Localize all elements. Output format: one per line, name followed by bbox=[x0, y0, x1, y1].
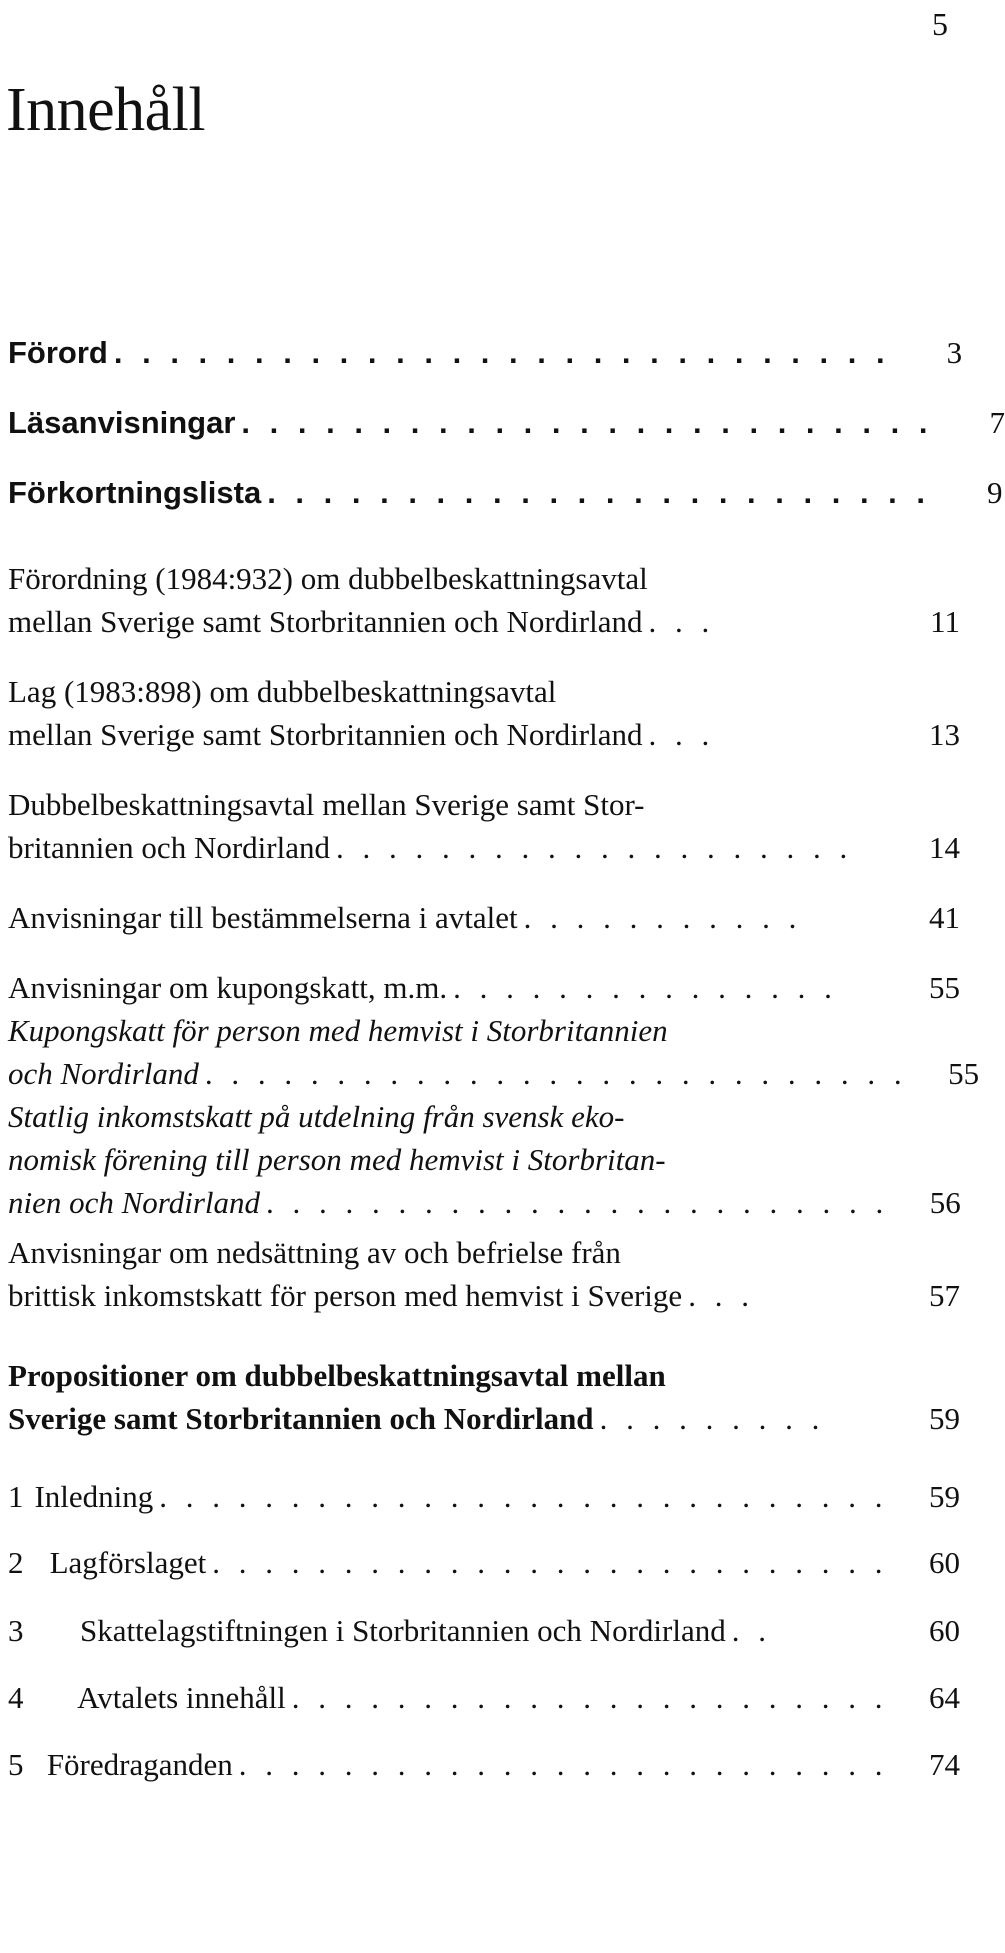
toc-entry-text: brittisk inkomstskatt för person med hemvist i Sverige bbox=[8, 1278, 683, 1313]
toc-entry-line: Statlig inkomstskatt på utdelning från svensk eko- bbox=[8, 1099, 625, 1134]
toc-entry-line: Dubbelbeskattningsavtal mellan Sverige samt Stor- bbox=[8, 787, 645, 822]
toc-leader-dots: . . . . . . . . . . . . . . . . . . . . . . . . . bbox=[241, 405, 933, 440]
toc-entry-text: Föredraganden bbox=[46, 1747, 233, 1782]
toc-page-number: 7 bbox=[989, 405, 1005, 440]
toc-leader-dots: . . . . . . . . . . . . . . . . . . . . . . . . . . . bbox=[204, 1056, 908, 1091]
toc-entry-line: nomisk förening till person med hemvist i Storbritan- bbox=[8, 1142, 666, 1177]
toc-page-number: 13 bbox=[929, 717, 960, 752]
toc-entry-text: mellan Sverige samt Storbritannien och Nordirland bbox=[8, 717, 643, 752]
toc-chapter-number: 4 bbox=[8, 1680, 24, 1715]
toc-entry-line: Anvisningar om nedsättning av och befrielse från bbox=[8, 1235, 621, 1270]
toc-page-number: 57 bbox=[929, 1278, 960, 1313]
toc-chapter-number: 1 bbox=[8, 1479, 24, 1514]
toc-entry-nedsattning[interactable] bbox=[8, 1231, 960, 1317]
toc-chapter-inledning[interactable] bbox=[8, 1475, 960, 1518]
toc-leader-dots: . . . bbox=[648, 604, 715, 639]
toc-page-number: 55 bbox=[929, 970, 960, 1005]
toc-entry-forord[interactable] bbox=[8, 331, 963, 374]
toc-entry-line: Förordning (1984:932) om dubbelbeskattningsavtal bbox=[8, 561, 648, 596]
toc-page-number: 59 bbox=[929, 1401, 960, 1436]
toc-subentry-statlig-inkomstskatt[interactable] bbox=[8, 1095, 960, 1224]
toc-leader-dots: . . . bbox=[688, 1278, 755, 1313]
toc-entry-anvisningar-bestammelserna[interactable] bbox=[8, 896, 960, 939]
toc-subentry-kupongskatt-person[interactable] bbox=[8, 1009, 980, 1095]
toc-entry-text: Inledning bbox=[34, 1479, 154, 1514]
toc-leader-dots: . . . . . . . . . . . . . . . . . . . . . . . bbox=[291, 1680, 888, 1715]
toc-entry-text: Avtalets innehåll bbox=[77, 1680, 286, 1715]
toc-chapter-number: 5 bbox=[8, 1747, 24, 1782]
page-title: Innehåll bbox=[6, 76, 206, 144]
toc-page-number: 3 bbox=[946, 335, 963, 370]
toc-entry-line: Kupongskatt för person med hemvist i Storbritannien bbox=[8, 1013, 668, 1048]
toc-leader-dots: . . . . . . . . . . . . . . . . . . . . bbox=[335, 830, 853, 865]
toc-chapter-number: 2 bbox=[8, 1545, 24, 1580]
toc-entry-lasanvisningar[interactable] bbox=[8, 401, 1005, 444]
toc-entry-text: Anvisningar om kupongskatt, m.m. bbox=[8, 970, 448, 1005]
toc-chapter-avtalets-innehall[interactable] bbox=[8, 1676, 960, 1719]
toc-leader-dots: . . . . . . . . . . . . . . . . . . . . . . . . . . bbox=[212, 1545, 888, 1580]
toc-entry-lag[interactable] bbox=[8, 670, 960, 756]
toc-page-number: 41 bbox=[929, 900, 960, 935]
toc-leader-dots: . . . . . . . . . bbox=[599, 1401, 825, 1436]
toc-entry-propositioner[interactable] bbox=[8, 1354, 960, 1440]
toc-chapter-skattelagstiftningen[interactable] bbox=[8, 1609, 960, 1652]
toc-leader-dots: . . . . . . . . . . . bbox=[523, 900, 802, 935]
toc-entry-text: Sverige samt Storbritannien och Nordirland bbox=[8, 1401, 594, 1436]
toc-page-number: 56 bbox=[929, 1185, 961, 1220]
toc-page-number: 74 bbox=[929, 1747, 960, 1782]
toc-entry-kupongskatt[interactable] bbox=[8, 966, 960, 1009]
toc-entry-line: Lag (1983:898) om dubbelbeskattningsavtal bbox=[8, 674, 557, 709]
toc-page-number: 11 bbox=[930, 604, 960, 639]
toc-leader-dots: . . . bbox=[648, 717, 715, 752]
toc-leader-dots: . . . . . . . . . . . . . . . . . . . . . . . . . bbox=[238, 1747, 888, 1782]
toc-leader-dots: . . . . . . . . . . . . . . . . . . . . . . . . bbox=[267, 475, 931, 510]
toc-entry-text: Förord bbox=[8, 335, 108, 370]
toc-page-number: 9 bbox=[987, 475, 1003, 510]
toc-leader-dots: . . bbox=[731, 1613, 772, 1648]
toc-entry-text: Skattelagstiftningen i Storbritannien och Nordirland bbox=[80, 1613, 726, 1648]
toc-chapter-number: 3 bbox=[8, 1613, 24, 1648]
toc-page-number: 60 bbox=[929, 1613, 960, 1648]
toc-chapter-foredraganden[interactable] bbox=[8, 1743, 960, 1786]
toc-entry-text: Anvisningar till bestämmelserna i avtalet bbox=[8, 900, 518, 935]
toc-entry-text: Förkortningslista bbox=[8, 475, 262, 510]
toc-entry-text: Lagförslaget bbox=[49, 1545, 207, 1580]
toc-leader-dots: . . . . . . . . . . . . . . . . . . . . . . . . . . . . bbox=[159, 1479, 888, 1514]
toc-entry-text: nien och Nordirland bbox=[8, 1185, 261, 1220]
toc-entry-forkortningslista[interactable] bbox=[8, 471, 1003, 514]
toc-entry-avtalet[interactable] bbox=[8, 783, 960, 869]
toc-page-number: 59 bbox=[929, 1479, 960, 1514]
toc-entry-line: Propositioner om dubbelbeskattningsavtal mellan bbox=[8, 1358, 666, 1393]
toc-page-number: 60 bbox=[929, 1545, 960, 1580]
page-number: 5 bbox=[932, 6, 948, 42]
toc-page-number: 64 bbox=[929, 1680, 960, 1715]
toc-leader-dots: . . . . . . . . . . . . . . . . . . . . . . . . bbox=[266, 1185, 889, 1220]
toc-entry-text: mellan Sverige samt Storbritannien och Nordirland bbox=[8, 604, 643, 639]
toc-entry-text: britannien och Nordirland bbox=[8, 830, 330, 865]
toc-leader-dots: . . . . . . . . . . . . . . . . . . . . . . . . . . . . bbox=[113, 335, 891, 370]
toc-chapter-lagforslaget[interactable] bbox=[8, 1541, 960, 1584]
toc-entry-forordning[interactable] bbox=[8, 557, 960, 643]
toc-page-number: 55 bbox=[948, 1056, 980, 1091]
toc-entry-text: och Nordirland bbox=[8, 1056, 199, 1091]
toc-entry-text: Läsanvisningar bbox=[8, 405, 236, 440]
toc-leader-dots: . . . . . . . . . . . . . . . bbox=[453, 970, 838, 1005]
toc-page-number: 14 bbox=[929, 830, 960, 865]
